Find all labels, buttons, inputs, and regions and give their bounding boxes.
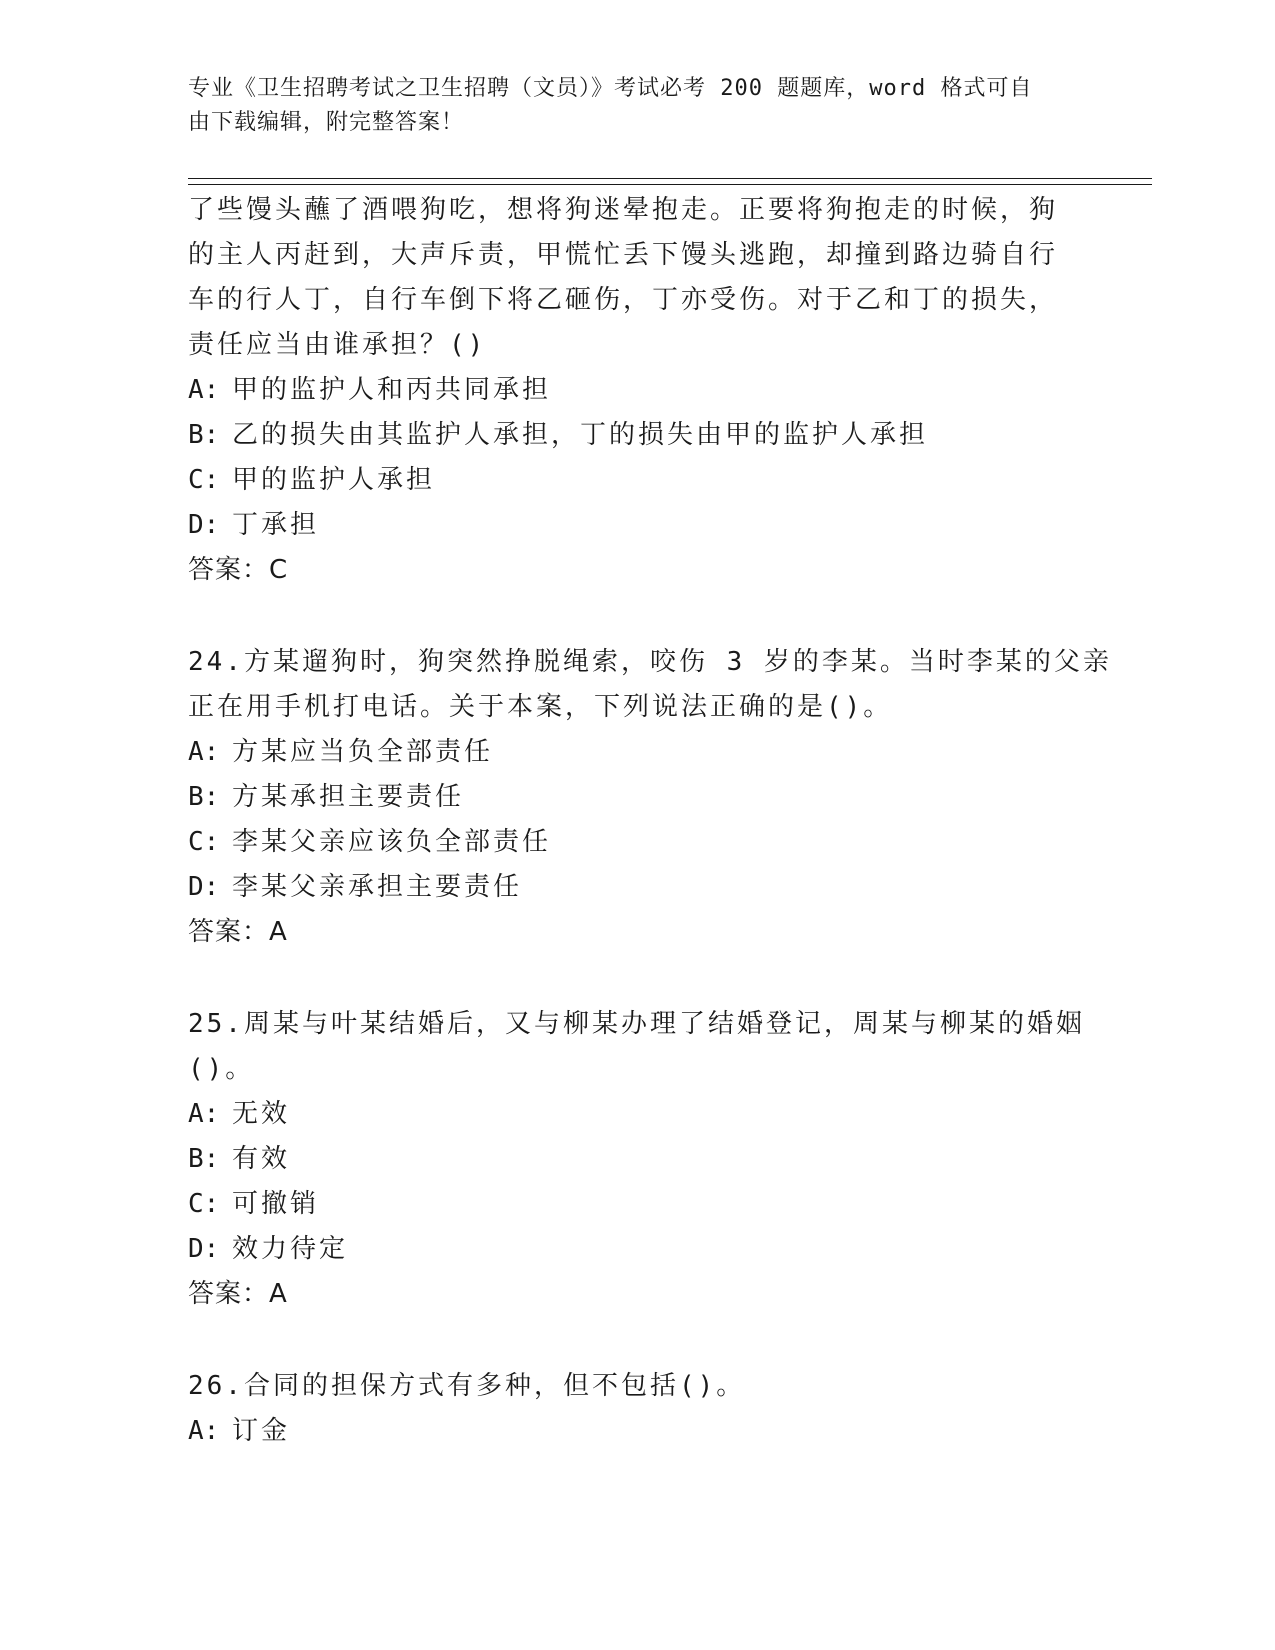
option-b (188, 1137, 1088, 1182)
header-divider-top (188, 178, 1152, 179)
option-text: 效力待定 (232, 1234, 349, 1264)
header-line-2: 由下载编辑，附完整答案！ (188, 110, 465, 135)
option-c (188, 1182, 1088, 1227)
option-c (188, 458, 1088, 503)
option-a (188, 1092, 1088, 1137)
option-text: 丁承担 (232, 510, 320, 540)
option-label: D: (188, 510, 220, 540)
question-text-line: 车的行人丁，自行车倒下将乙砸伤，丁亦受伤。对于乙和丁的损失， (188, 285, 1059, 315)
option-b (188, 413, 1088, 458)
question-25 (188, 1002, 1088, 1317)
option-label: C: (188, 1189, 220, 1219)
document-header (188, 72, 1068, 140)
header-divider-bottom (188, 184, 1152, 185)
question-text-line: ()。 (188, 1054, 255, 1084)
option-text: 甲的监护人和丙共同承担 (232, 375, 552, 405)
question-text-line: 责任应当由谁承担？() (188, 330, 487, 360)
spacer (188, 1317, 1088, 1364)
option-d (188, 503, 1088, 548)
option-label: A: (188, 1099, 220, 1129)
option-label: A: (188, 737, 220, 767)
question-24 (188, 640, 1112, 955)
option-label: B: (188, 1144, 220, 1174)
answer: 答案：A (188, 917, 288, 947)
option-d (188, 865, 1088, 910)
option-a (188, 730, 1088, 775)
question-text-line: 的主人丙赶到，大声斥责，甲慌忙丢下馒头逃跑，却撞到路边骑自行 (188, 240, 1059, 270)
option-label: C: (188, 827, 220, 857)
option-text: 有效 (232, 1144, 291, 1174)
option-text: 李某父亲承担主要责任 (232, 872, 523, 902)
option-b (188, 775, 1088, 820)
question-text-line: 25.周某与叶某结婚后，又与柳某办理了结婚登记，周某与柳某的婚姻 (188, 1009, 1085, 1039)
option-text: 方某承担主要责任 (232, 782, 465, 812)
option-label: B: (188, 420, 220, 450)
header-line-1: 专业《卫生招聘考试之卫生招聘（文员）》考试必考 200 题题库，word 格式可自 (188, 76, 1033, 101)
option-a (188, 368, 1088, 413)
option-text: 甲的监护人承担 (232, 465, 436, 495)
question-23 (188, 188, 1088, 593)
option-d (188, 1227, 1088, 1272)
option-a (188, 1409, 1088, 1454)
option-label: B: (188, 782, 220, 812)
question-text-line: 了些馒头蘸了酒喂狗吃，想将狗迷晕抱走。正要将狗抱走的时候，狗 (188, 195, 1059, 225)
answer: 答案：A (188, 1279, 288, 1309)
question-text-line: 正在用手机打电话。关于本案，下列说法正确的是()。 (188, 692, 893, 722)
question-text-line: 26.合同的担保方式有多种，但不包括()。 (188, 1371, 746, 1401)
spacer (188, 955, 1088, 1002)
question-text-line: 24.方某遛狗时，狗突然挣脱绳索，咬伤 3 岁的李某。当时李某的父亲 (188, 647, 1112, 677)
document-body (188, 188, 1112, 1454)
option-label: A: (188, 1416, 220, 1446)
option-text: 无效 (232, 1099, 291, 1129)
answer: 答案：C (188, 555, 289, 585)
option-text: 可撤销 (232, 1189, 320, 1219)
option-text: 李某父亲应该负全部责任 (232, 827, 552, 857)
option-label: C: (188, 465, 220, 495)
option-text: 乙的损失由其监护人承担，丁的损失由甲的监护人承担 (232, 420, 929, 450)
option-label: D: (188, 1234, 220, 1264)
option-c (188, 820, 1088, 865)
question-26 (188, 1364, 1088, 1454)
option-text: 订金 (232, 1416, 291, 1446)
option-label: A: (188, 375, 220, 405)
option-label: D: (188, 872, 220, 902)
option-text: 方某应当负全部责任 (232, 737, 494, 767)
spacer (188, 593, 1088, 640)
